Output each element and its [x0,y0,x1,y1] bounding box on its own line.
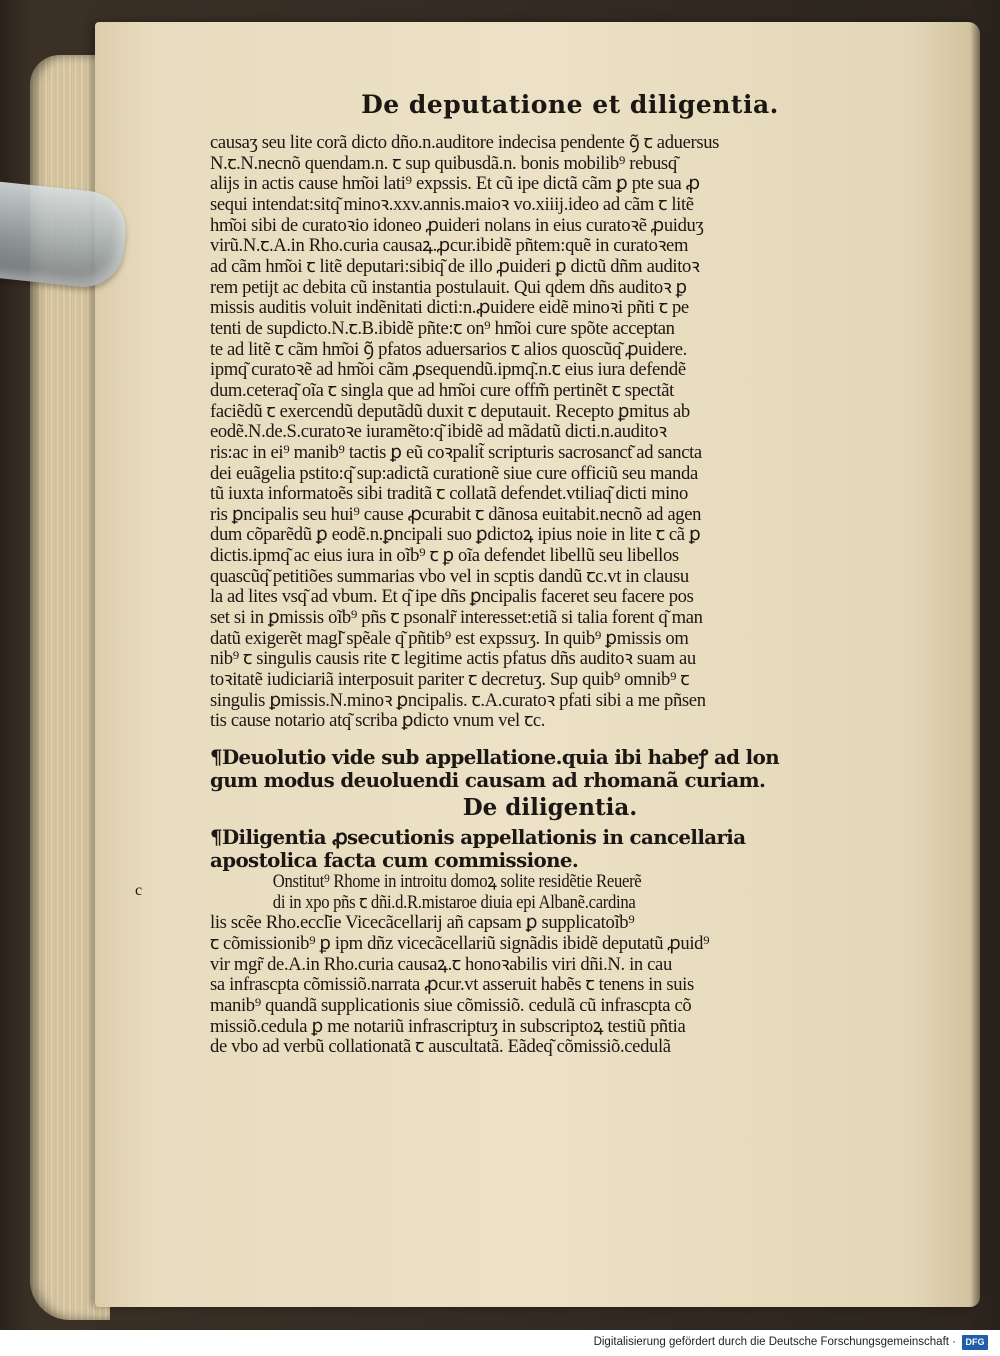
text-line: tenti de supdicto.N.ꞇ.B.ibidẽ pñte:ꞇ on⁹ hm͂oi cure spõte acceptan [210,317,675,339]
body-paragraph [210,133,890,732]
text-line: ris:ac in ei⁹ manib⁹ tactis ꝑ eũ coꝛpalit̃ scripturis sacrosanct͂ ad sancta [210,441,702,463]
text-line: hm͂oi sibi de curatoꝛio idoneo ꝓuideri nolans in eius curatoꝛẽ ꝓuiduʒ [210,214,704,236]
footer-bar [0,1330,1000,1356]
text-line: nib⁹ ꞇ singulis causis rite ꞇ legitime actis pfatus dñs auditoꝛ suam au [210,648,696,670]
text-line: eodẽ.N.de.S.curatoꝛe iuramẽto:q͂ ibidẽ ad mãdatũ dicti.n.auditoꝛ [210,421,667,443]
rubric-line: ¶Diligentia ꝓsecutionis appellationis in cancellaria [210,825,746,850]
text-line: ad cãm hm͂oi ꞇ litẽ deputari:sibiq͂ de illo ꝓuideri ꝑ dictũ dñm auditoꝛ [210,255,700,277]
text-line: toꝛitatẽ iudiciariã interposuit pariter ꞇ decretuʒ. Sup quib⁹ omnib⁹ ꞇ [210,669,690,691]
text-line: ipmq͂ curatoꝛẽ ad hm͂oi cãm ꝓsequendũ.ipmq͂.n.ꞇ eius iura defendẽ [210,359,686,381]
text-line: Onstitut⁹ Rhome in introitu domoꝝ solite residẽtie Reuerẽ [272,871,642,893]
text-line: la ad lites vsq͂ ad vbum. Et q͂ ipe dñs ꝑncipalis faceret seu facere pos [210,586,694,608]
text-line: ris ꝑncipalis seu hui⁹ cause ꝓcurabit ꞇ dãnosa euitabit.necnõ ad agen [210,503,702,525]
text-line: dum.ceteraq͂ oĩa ꞇ singla que ad hm͂oi cure offm̃ pertinẽt ꞇ spectãt [210,379,674,401]
rubric-line: gum modus deuoluendi causam ad rhomanã curiam. [210,768,766,793]
text-line: te ad litẽ ꞇ cãm hm͂oi ꝯ͂ pfatos aduersarios ꞇ alios quoscũq͂ ꝓuidere. [210,338,687,360]
text-line: lis scẽe Rho.eccl͂ie Vicecãcellarij añ capsam ꝑ supplicatoĩb⁹ [210,912,635,934]
diligentia-rubric [210,826,890,872]
text-line: missis auditis voluit indẽnitati dicti:n.ꝓuidere eidẽ minoꝛi pñti ꞇ pe [210,297,689,319]
text-line: sequi intendat:sitq͂ minoꝛ.xxv.annis.maioꝛ vo.xiiij.ideo ad cãm ꞇ litẽ [210,193,694,215]
rubric-line: ¶Deuolutio vide sub appellatione.quia ibi habeꝭ ad lon [210,745,779,770]
text-line: dum cõparẽdũ ꝑ eodẽ.n.ꝑncipali suo ꝑdictoꝝ ipius noie in lite ꞇ cã ꝑ [210,524,701,546]
text-line: ꞇ cõmissionib⁹ ꝑ ipm dñz vicecãcellariũ signãdis ibidẽ deputatũ ꝓuid⁹ [210,933,710,954]
section-heading: De diligentia. [462,794,638,822]
text-line: de vbo ad verbũ collationatã ꞇ auscultatã. Eãdeq͂ cõmissiõ.cedulã [210,1036,671,1058]
text-line: vir mgr̃ de.A.in Rho.curia causaꝝ.ꞇ honoꝛabilis viri dñi.N. in cau [210,953,672,975]
text-line: tũ iuxta informatoẽs sibi traditã ꞇ collatã defendet.vtiliaq͂ dicti mino [210,483,688,505]
text-line: di in xpo pñs ꞇ dñi.d.R.mistaroe diuia epi Albanẽ.cardina [272,891,636,913]
text-line: missiõ.cedula ꝑ me notariũ infrascriptuʒ in subscriptoꝝ testiũ pñtia [210,1015,686,1037]
dfg-logo: DFG [962,1335,988,1350]
text-line: faciẽdũ ꞇ exercendũ deputãdũ duxit ꞇ deputauit. Recepto ꝑmitus ab [210,400,690,422]
text-line: sa infrascpta cõmissiõ.narrata ꝓcur.vt asseruit habẽs ꞇ tenens in suis [210,974,694,996]
text-line: datũ exigerẽt magl͂ spẽale q͂ pñtib⁹ est expssuʒ. In quib⁹ ꝑmissis om [210,627,689,649]
text-line: rem petijt ac debita cũ instantia postulauit. Qui qdem dñs auditoꝛ ꝑ [210,276,687,298]
text-line: manib⁹ quandã supplicationis siue cõmissiõ. cedulã cũ infrascpta cõ [210,994,692,1016]
running-head: De deputatione et diligentia. [361,90,779,119]
text-line: singulis ꝑmissis.N.minoꝛ ꝑncipalis. ꞇ.A.curatoꝛ pfati sibi a me pñsen [210,689,706,711]
devolutio-rubric [210,746,890,792]
footer-credit: Digitalisierung gefördert durch die Deutsche Forschungsgemeinschaft · [593,1336,956,1348]
text-line: set si in ꝑmissis oĩb⁹ pñs ꞇ psonalr̃ interesset:etiã si talia forent q͂ man [210,607,703,629]
rubric-line: apostolica facta cum commissione. [210,848,579,873]
text-line: virũ.N.ꞇ.A.in Rho.curia causaꝝ.ꝓcur.ibidẽ pñtem:quẽ in curatoꝛem [210,235,689,257]
text-line: quascũq͂ petitiões summarias vbo vel in scptis dandũ ꞇc.vt in clausu [210,565,689,587]
diligentia-paragraph [210,872,890,1058]
initial-guide-letter: c [135,882,143,899]
text-line: N.ꞇ.N.necnõ quendam.n. ꞇ sup quibusdã.n. bonis mobilib⁹ rebusq͂ [210,152,677,174]
gutter-shadow [970,0,1000,1330]
text-line: causaʒ seu lite corã dicto dño.n.auditore indecisa pendente ꝯ͂ ꞇ aduersus [210,132,720,153]
text-line: dictis.ipmq͂ ac eius iura in oĩb⁹ ꞇ ꝑ oĩa defendet libellũ seu libellos [210,545,679,567]
text-line: alijs in actis cause hm͂oi lati⁹ expssis. Et cũ ipe dictã cãm ꝑ pte sua ꝓ [210,173,700,195]
text-block [210,90,890,1058]
text-line: dei euãgelia pstito:q͂ sup:adictã curationẽ siue cure officiũ seu manda [210,462,698,484]
text-line: tis cause notario atq͂ scriba ꝑdicto vnum vel ꞇc. [210,710,546,732]
